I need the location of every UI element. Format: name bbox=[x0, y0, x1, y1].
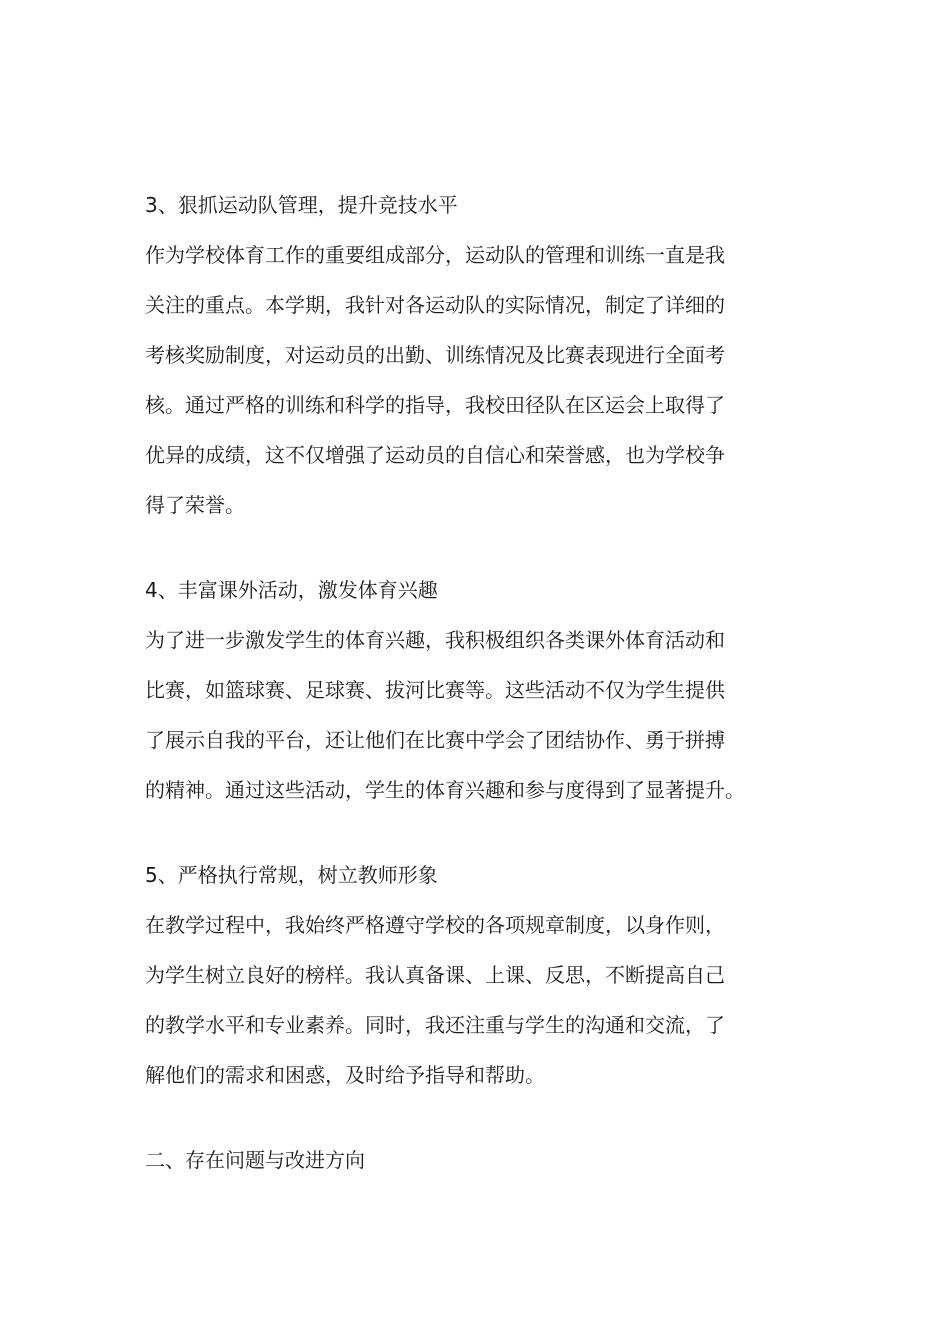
paragraph-line: 解他们的需求和困惑，及时给予指导和帮助。 bbox=[145, 1063, 545, 1087]
paragraph-line: 为学生树立良好的榜样。我认真备课、上课、反思，不断提高自己 bbox=[145, 963, 725, 987]
section-5 bbox=[145, 850, 810, 1100]
section-3 bbox=[145, 180, 810, 530]
paragraph-line: 考核奖励制度，对运动员的出勤、训练情况及比赛表现进行全面考 bbox=[145, 343, 725, 367]
paragraph-line: 得了荣誉。 bbox=[145, 493, 245, 517]
paragraph-line: 了展示自我的平台，还让他们在比赛中学会了团结协作、勇于拼搏 bbox=[145, 728, 725, 752]
paragraph-line: 比赛，如篮球赛、足球赛、拔河比赛等。这些活动不仅为学生提供 bbox=[145, 678, 725, 702]
paragraph-line: 关注的重点。本学期，我针对各运动队的实际情况，制定了详细的 bbox=[145, 293, 725, 317]
section-heading: 3、狠抓运动队管理，提升竞技水平 bbox=[145, 193, 458, 217]
section-spacer bbox=[145, 815, 810, 850]
paragraph-line: 核。通过严格的训练和科学的指导，我校田径队在区运会上取得了 bbox=[145, 393, 725, 417]
section-spacer bbox=[145, 1100, 810, 1135]
chapter-heading: 二、存在问题与改进方向 bbox=[145, 1148, 365, 1172]
paragraph-line: 为了进一步激发学生的体育兴趣，我积极组织各类课外体育活动和 bbox=[145, 628, 725, 652]
paragraph-line: 在教学过程中，我始终严格遵守学校的各项规章制度，以身作则， bbox=[145, 913, 725, 937]
document-body bbox=[145, 180, 810, 1185]
paragraph-line: 的精神。通过这些活动，学生的体育兴趣和参与度得到了显著提升。 bbox=[145, 778, 745, 802]
section-heading: 5、严格执行常规，树立教师形象 bbox=[145, 863, 438, 887]
paragraph-line: 作为学校体育工作的重要组成部分，运动队的管理和训练一直是我 bbox=[145, 243, 725, 267]
paragraph-line: 的教学水平和专业素养。同时，我还注重与学生的沟通和交流，了 bbox=[145, 1013, 725, 1037]
section-4 bbox=[145, 565, 810, 815]
section-spacer bbox=[145, 530, 810, 565]
paragraph-line: 优异的成绩，这不仅增强了运动员的自信心和荣誉感，也为学校争 bbox=[145, 443, 725, 467]
section-heading: 4、丰富课外活动，激发体育兴趣 bbox=[145, 578, 438, 602]
